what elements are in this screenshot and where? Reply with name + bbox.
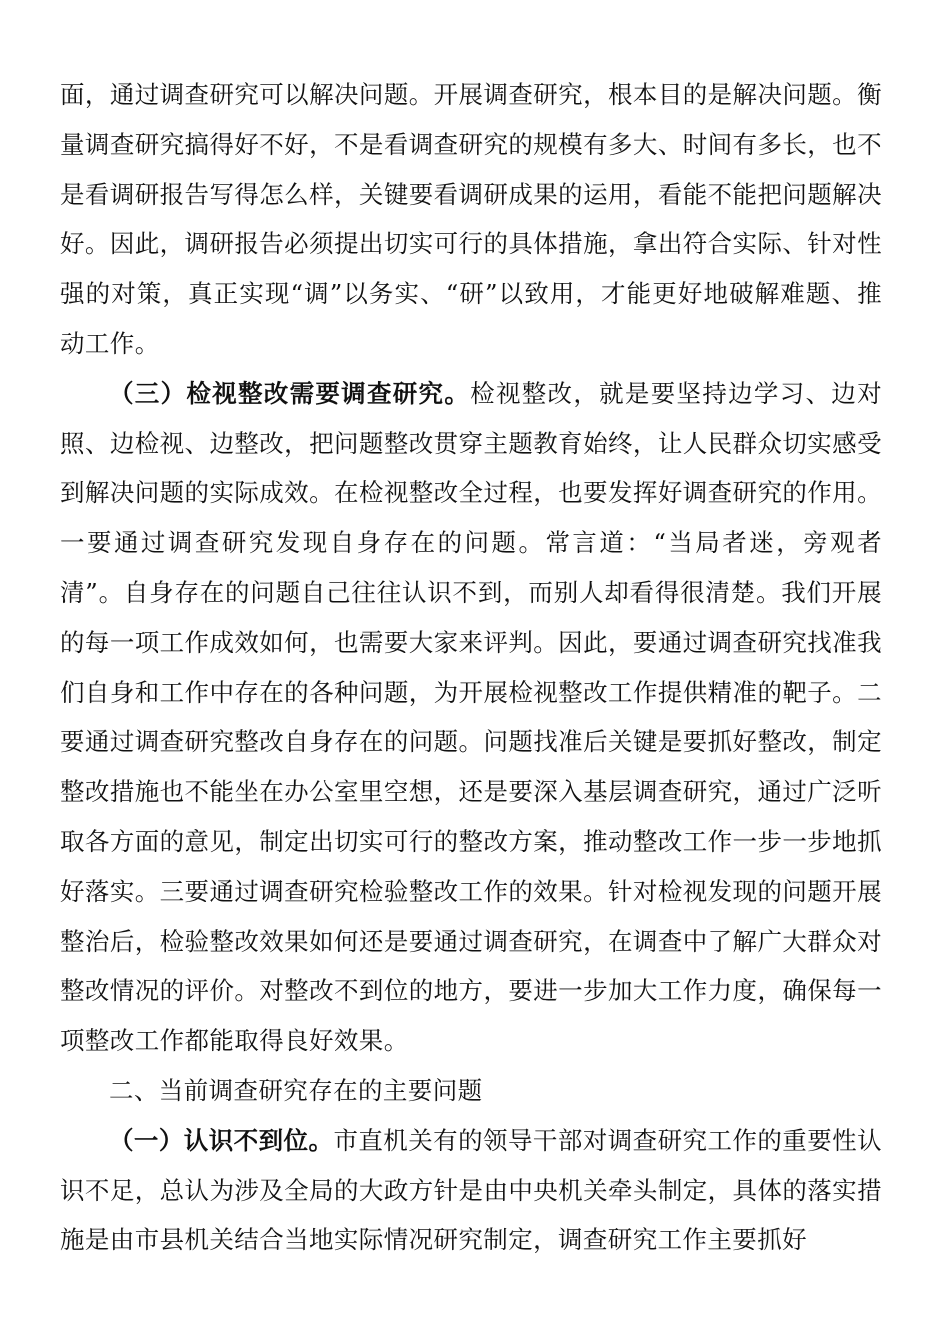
paragraph-text: 市直机关有的领导干部对调查研究工作的重要性认识不足，总认为涉及全局的大政方针是由中央机关牵头制定，具体的落实措施是由市县机关结合当地实际情况研究制定，调查研究工作主要抓好 <box>60 1125 882 1255</box>
paragraph-inspection-rectification <box>60 369 882 1066</box>
document-body <box>60 70 882 1265</box>
section-heading: 二、当前调查研究存在的主要问题 <box>109 1075 483 1105</box>
paragraph-insufficient-awareness <box>60 1116 882 1265</box>
paragraph-continuation: 面，通过调查研究可以解决问题。开展调查研究，根本目的是解决问题。衡量调查研究搞得好不好，不是看调查研究的规模有多大、时间有多长，也不是看调研报告写得怎么样，关键要看调研成果的运用，看能不能把问题解决好。因此，调研报告必须提出切实可行的具体措施，拿出符合实际、针对性强的对策，真正实现“调”以务实、“研”以致用，才能更好地破解难题、推动工作。 <box>60 80 882 358</box>
paragraph-lead-title: （三）检视整改需要调查研究。 <box>109 378 471 408</box>
paragraph-lead-title: （一）认识不到位。 <box>109 1125 334 1155</box>
paragraph-text: 检视整改，就是要坚持边学习、边对照、边检视、边整改，把问题整改贯穿主题教育始终，让人民群众切实感受到解决问题的实际成效。在检视整改全过程，也要发挥好调查研究的作用。一要通过调查研究发现自身存在的问题。常言道：“当局者迷，旁观者清”。自身存在的问题自己往往认识不到，而别人却看得很清楚。我们开展的每一项工作成效如何，也需要大家来评判。因此，要通过调查研究找准我们自身和工作中存在的各种问题，为开展检视整改工作提供精准的靶子。二要通过调查研究整改自身存在的问题。问题找准后关键是要抓好整改，制定整改措施也不能坐在办公室里空想，还是要深入基层调查研究，通过广泛听取各方面的意见，制定出切实可行的整改方案，推动整改工作一步一步地抓好落实。三要通过调查研究检验整改工作的效果。针对检视发现的问题开展整治后，检验整改效果如何还是要通过调查研究，在调查中了解广大群众对整改情况的评价。对整改不到位的地方，要进一步加大工作力度，确保每一项整改工作都能取得良好效果。 <box>60 378 882 1056</box>
